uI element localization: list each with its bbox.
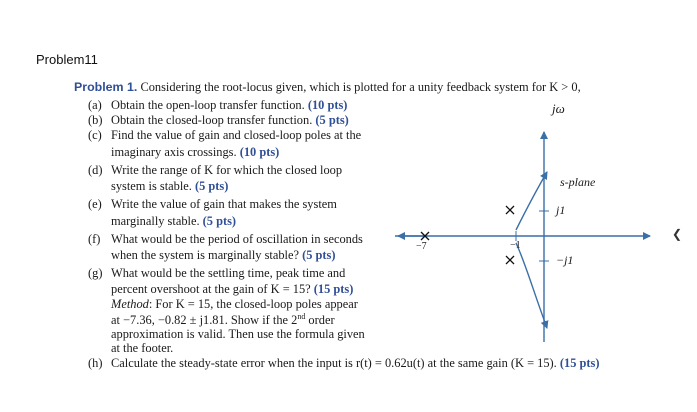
question-f-points: (5 pts) <box>302 248 336 262</box>
splane-label: s-plane <box>560 175 596 189</box>
pole-upper <box>506 206 514 214</box>
question-c-text-1: Find the value of gain and closed-loop poles at the <box>111 128 362 142</box>
question-d-text-2: system is stable. <box>111 179 192 193</box>
method-text-4: at the footer. <box>111 341 174 355</box>
question-e-points: (5 pts) <box>202 214 237 228</box>
method-superscript: nd <box>297 312 306 321</box>
question-f-text-2: when the system is marginally stable? <box>111 248 300 262</box>
problem-label: Problem 1. <box>74 80 138 94</box>
neg-j1-label: −j1 <box>556 253 574 267</box>
neg1-label: −1 <box>510 240 521 251</box>
question-c-text-2: imaginary axis crossings. <box>111 145 237 159</box>
method-text-1: : For K = 15, the closed-loop poles appear <box>148 297 358 311</box>
method-text-3: approximation is valid. Then use the formula given <box>111 327 365 341</box>
question-h-points: (15 pts) <box>559 356 600 370</box>
locus-branch-upper <box>516 172 547 230</box>
question-c-label: (c) <box>88 128 102 142</box>
question-e-text-2: marginally stable. <box>111 214 200 228</box>
question-b-points: (5 pts) <box>315 113 349 127</box>
method-label: Method <box>111 297 149 311</box>
question-c-points: (10 pts) <box>239 145 280 159</box>
question-b-label: (b) <box>88 113 103 127</box>
question-h-text: Calculate the steady-state error when the input is r(t) = 0.62u(t) at the same gain (K = 15). <box>111 356 557 370</box>
question-e-text-1: Write the value of gain that makes the system <box>111 197 337 211</box>
question-b-text: Obtain the closed-loop transfer function. <box>111 113 313 127</box>
question-e-label: (e) <box>88 197 102 211</box>
page-heading: Problem11 <box>36 52 98 67</box>
question-f-label: (f) <box>88 232 101 246</box>
locus-branch-lower <box>516 243 547 328</box>
question-g-text-2: percent overshoot at the gain of K = 15? <box>111 282 311 296</box>
jw-label: jω <box>552 101 565 116</box>
question-a-text: Obtain the open-loop transfer function. <box>111 98 305 112</box>
chevron-left-icon[interactable]: ❮ <box>672 227 683 241</box>
question-g-label: (g) <box>88 266 103 280</box>
question-h-label: (h) <box>88 356 103 370</box>
question-g-points: (15 pts) <box>313 282 354 296</box>
question-d-text-1: Write the range of K for which the closed loop <box>111 163 343 177</box>
question-f-text-1: What would be the period of oscillation in seconds <box>111 232 363 246</box>
pole-lower <box>506 256 514 264</box>
question-a-points: (10 pts) <box>307 98 348 112</box>
question-g-text-1: What would be the settling time, peak time and <box>111 266 346 280</box>
problem-statement: Considering the root-locus given, which is plotted for a unity feedback system for K > 0, <box>137 80 581 94</box>
method-text-2b: order <box>305 313 335 328</box>
question-d-label: (d) <box>88 163 103 177</box>
method-text-2: at −7.36, −0.82 ± j1.81. Show if the 2 <box>111 313 298 328</box>
question-a-label: (a) <box>88 98 102 112</box>
neg7-label: −7 <box>416 241 427 252</box>
question-d-points: (5 pts) <box>195 179 229 193</box>
j1-label: j1 <box>556 203 566 217</box>
